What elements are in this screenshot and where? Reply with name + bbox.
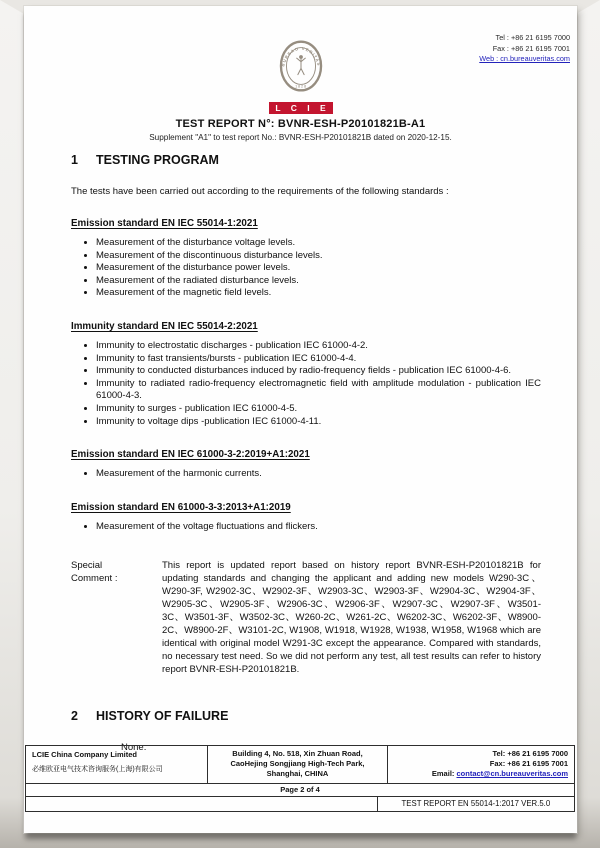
- footer-version-label: TEST REPORT EN 55014-1:2017 VER.5.0: [401, 799, 551, 808]
- footer-address-line: Building 4, No. 518, Xin Zhuan Road,: [232, 749, 363, 758]
- section-heading-testing-program: [71, 153, 541, 167]
- footer-company-cn: 必维欧亚电气技术咨询服务(上海)有限公司: [32, 766, 163, 773]
- footer-version-row: [25, 797, 575, 812]
- standard-bullet-item: • Measurement of the discontinuous disturbance levels.: [96, 250, 541, 263]
- report-sheet: [24, 6, 577, 833]
- testing-program-intro: The tests have been carried out according to the requirements of the following standards :: [71, 186, 449, 197]
- standard-bullet-item: • Measurement of the voltage fluctuations and flickers.: [96, 521, 541, 534]
- footer-email-label: Email:: [431, 769, 457, 778]
- standard-bullet-item: • Immunity to conducted disturbances induced by radio-frequency fields - publication IEC 61000-4-6.: [96, 365, 541, 378]
- report-title: TEST REPORT N°: BVNR-ESH-P20101821B-A1: [175, 118, 426, 130]
- standard-bullet-item: • Measurement of the magnetic field levels.: [96, 287, 541, 300]
- footer-email-link[interactable]: contact@cn.bureauveritas.com: [456, 769, 568, 778]
- section-title: HISTORY OF FAILURE: [96, 709, 229, 724]
- standard-bullet-item: • Immunity to fast transients/bursts - publication IEC 61000-4-4.: [96, 353, 541, 366]
- standard-block: [71, 218, 541, 300]
- header-fax: Fax : +86 21 6195 7001: [492, 43, 570, 53]
- header-tel: Tel : +86 21 6195 7000: [495, 33, 570, 42]
- lcie-badge: L C I E: [269, 102, 333, 114]
- special-comment: [71, 559, 541, 676]
- footer-contact-cell: [388, 746, 574, 783]
- standard-bullet-list: [71, 237, 541, 300]
- standards-list: [71, 218, 541, 533]
- standard-bullet-item: • Measurement of the disturbance voltage levels.: [96, 237, 541, 250]
- standard-heading: Emission standard EN IEC 61000-3-2:2019+A1:2021: [71, 449, 310, 461]
- standard-bullet-item: • Measurement of the disturbance power levels.: [96, 262, 541, 275]
- svg-text:BUREAU VERITAS: BUREAU VERITAS: [279, 45, 322, 67]
- bureau-veritas-seal-icon: [279, 38, 323, 94]
- section-number: 1: [71, 153, 78, 167]
- standard-block: [71, 321, 541, 428]
- section-heading-history-of-failure: [71, 709, 541, 723]
- section-title: TESTING PROGRAM: [96, 153, 219, 167]
- footer-page-number: Page 2 of 4: [25, 783, 575, 797]
- standard-bullet-list: [71, 521, 541, 534]
- special-comment-label: Special Comment :: [71, 560, 118, 585]
- standard-bullet-list: [71, 468, 541, 481]
- footer-address-line: CaoHejing Songjiang High-Tech Park,: [230, 759, 365, 768]
- header-contact-block: [479, 33, 570, 65]
- footer-fax: Fax: +86 21 6195 7001: [489, 759, 568, 768]
- footer-row-info: [25, 745, 575, 783]
- footer-table: [25, 745, 575, 812]
- footer-company-en: LCIE China Company Limited: [32, 750, 138, 759]
- standard-bullet-item: • Immunity to radiated radio-frequency electromagnetic field with amplitude modulation - publication IEC 61000-4-3.: [96, 378, 541, 403]
- footer-email-line: [394, 769, 568, 779]
- standard-block: [71, 502, 541, 534]
- standard-heading: Emission standard EN 61000-3-3:2013+A1:2019: [71, 501, 291, 513]
- standard-bullet-item: • Measurement of the harmonic currents.: [96, 468, 541, 481]
- standard-bullet-item: • Immunity to surges - publication IEC 61000-4-5.: [96, 403, 541, 416]
- standard-heading: Emission standard EN IEC 55014-1:2021: [71, 218, 258, 229]
- standard-bullet-item: • Immunity to electrostatic discharges - publication IEC 61000-4-2.: [96, 340, 541, 353]
- special-comment-text: This report is updated report based on history report BVNR-ESH-P20101821B for updating standards and changing the applicant and adding new models W290-3C、W290-3F, W2902-3C、W2902-3F、W2903-3C、W2903-3F、W2904-3C、W2904-3F、W2905-3C、W2905-3F、W2906-3C、W2906-3F、W2907-3C、W2907-3F、W3501-3C、W3501-3F、W3502-3C、W260-2C、W261-2C、W6202-3C、W6202-3F、W8900-2C、W8900-2F、W3101-2C, W1908, W1918, W1928, W1938, W1958, W1968 which are identical with original model W291-3C except the appearance. Compared with standards, no necessary test need. So we did not perform any test, all test results can refer to history report BVNR-ESH-P20101821B.: [162, 560, 541, 676]
- standard-bullet-list: [71, 340, 541, 428]
- footer-company-cell: [26, 746, 208, 783]
- report-subtitle: Supplement "A1" to test report No.: BVNR-ESH-P20101821B dated on 2020-12-15.: [149, 133, 452, 142]
- standard-bullet-item: • Immunity to voltage dips -publication IEC 61000-4-11.: [96, 416, 541, 429]
- footer-address-line: Shanghai, CHINA: [266, 769, 329, 778]
- report-body: [71, 146, 541, 753]
- footer-tel: Tel: +86 21 6195 7000: [492, 749, 568, 758]
- standard-block: [71, 449, 541, 481]
- footer-address-cell: [208, 746, 388, 783]
- standard-heading: Immunity standard EN IEC 55014-2:2021: [71, 320, 258, 332]
- history-of-failure-body: None.: [121, 742, 147, 754]
- svg-text:1828: 1828: [294, 83, 307, 89]
- header-web-link[interactable]: Web : cn.bureauveritas.com: [479, 54, 570, 63]
- standard-bullet-item: • Measurement of the radiated disturbance levels.: [96, 275, 541, 288]
- footer-empty-cell: [26, 797, 378, 811]
- section-number: 2: [71, 709, 78, 724]
